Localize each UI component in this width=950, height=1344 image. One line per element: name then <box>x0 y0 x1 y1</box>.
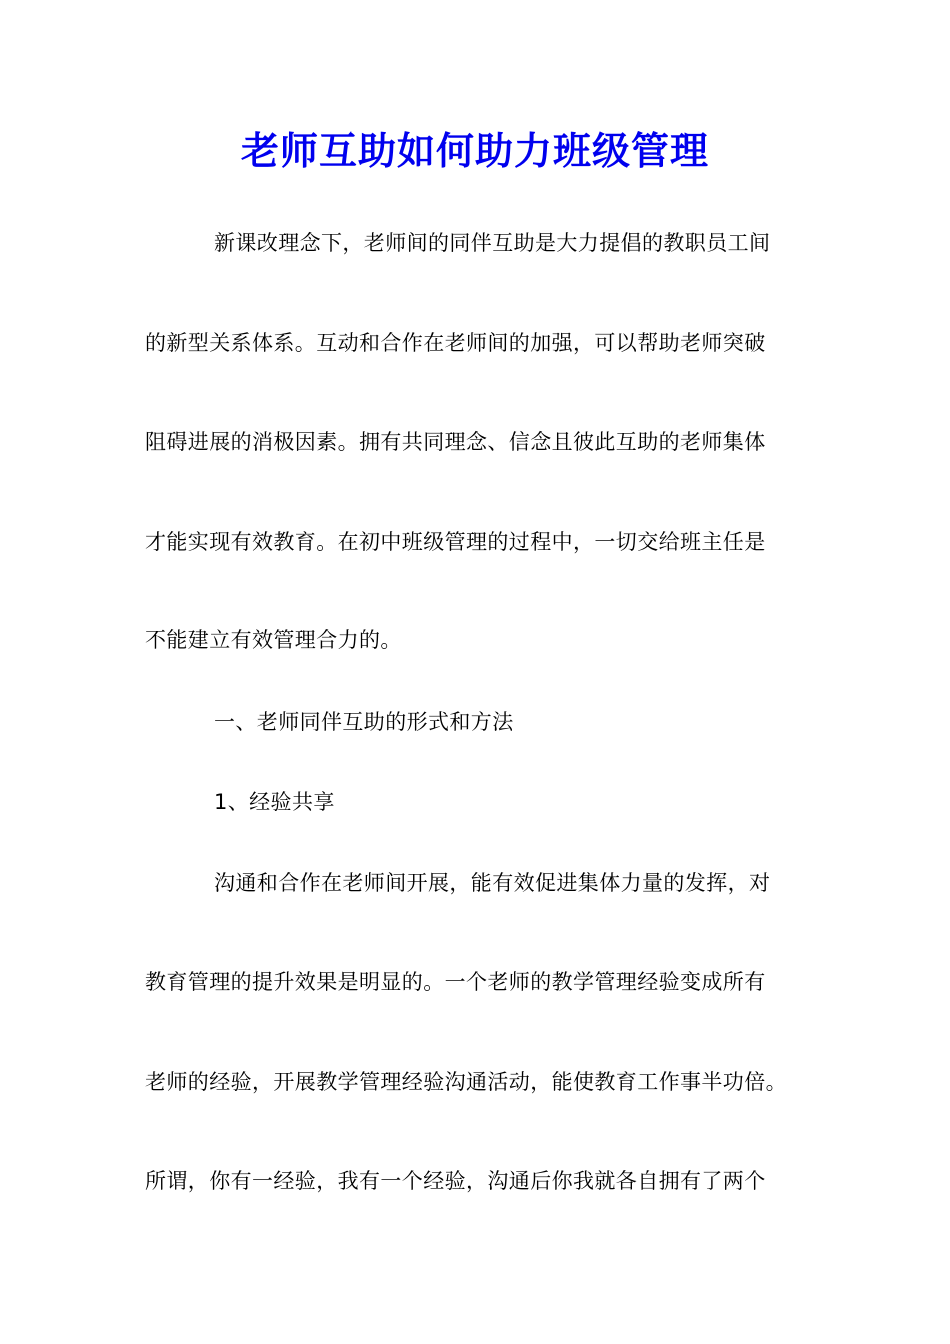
paragraph-line: 所谓，你有一经验，我有一个经验，沟通后你我就各自拥有了两个 <box>145 1169 766 1193</box>
paragraph-line: 教育管理的提升效果是明显的。一个老师的教学管理经验变成所有 <box>145 970 766 994</box>
paragraph-line: 新课改理念下，老师间的同伴互助是大力提倡的教职员工间 <box>214 231 771 255</box>
paragraph-line: 沟通和合作在老师间开展，能有效促进集体力量的发挥，对 <box>214 871 771 895</box>
document-title: 老师互助如何助力班级管理 <box>240 128 709 173</box>
section-heading: 一、老师同伴互助的形式和方法 <box>214 710 514 734</box>
paragraph-line: 不能建立有效管理合力的。 <box>145 628 402 652</box>
subsection-heading: 1、经验共享 <box>214 790 335 814</box>
paragraph-line: 老师的经验，开展教学管理经验沟通活动，能使教育工作事半功倍。 <box>145 1070 787 1094</box>
paragraph-line: 才能实现有效教育。在初中班级管理的过程中，一切交给班主任是 <box>145 530 766 554</box>
paragraph-line: 阻碍进展的消极因素。拥有共同理念、信念且彼此互助的老师集体 <box>145 430 766 454</box>
paragraph-line: 的新型关系体系。互动和合作在老师间的加强，可以帮助老师突破 <box>145 331 766 355</box>
